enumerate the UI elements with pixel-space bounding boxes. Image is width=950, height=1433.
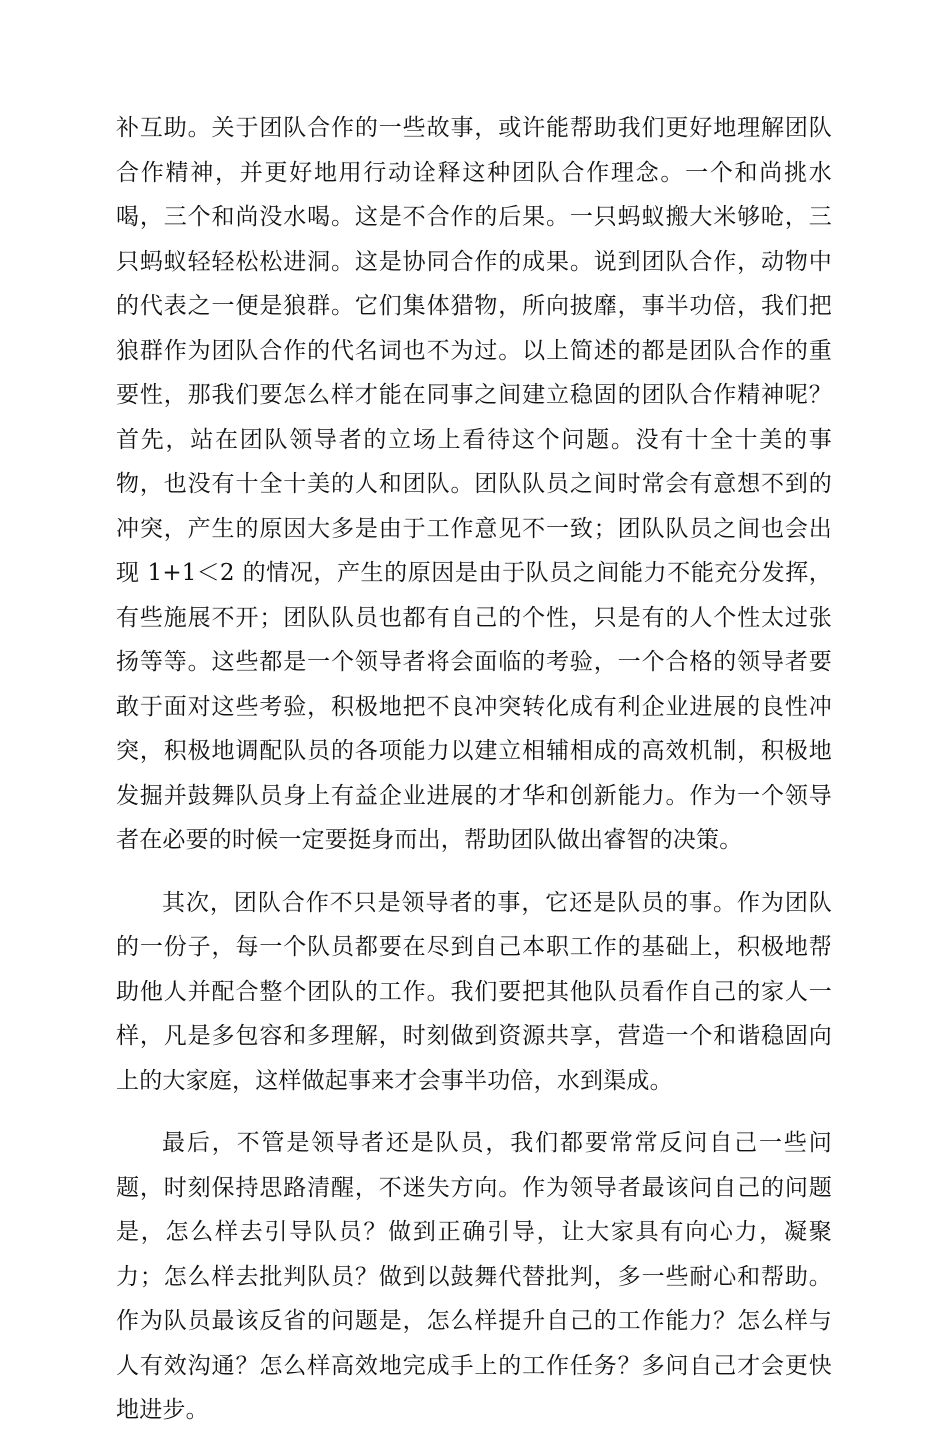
document-body bbox=[116, 106, 832, 1433]
paragraph-continuation: 补互助。关于团队合作的一些故事，或许能帮助我们更好地理解团队合作精神，并更好地用行动诠释这种团队合作理念。一个和尚挑水喝，三个和尚没水喝。这是不合作的后果。一只蚂蚁搬大米够呛，三只蚂蚁轻轻松松进洞。这是协同合作的成果。说到团队合作，动物中的代表之一便是狼群。它们集体猎物，所向披靡，事半功倍，我们把狼群作为团队合作的代名词也不为过。以上简述的都是团队合作的重要性，那我们要怎么样才能在同事之间建立稳固的团队合作精神呢？首先，站在团队领导者的立场上看待这个问题。没有十全十美的事物，也没有十全十美的人和团队。团队队员之间时常会有意想不到的冲突，产生的原因大多是由于工作意见不一致；团队队员之间也会出现 1+1＜2 的情况，产生的原因是由于队员之间能力不能充分发挥，有些施展不开；团队队员也都有自己的个性，只是有的人个性太过张扬等等。这些都是一个领导者将会面临的考验，一个合格的领导者要敢于面对这些考验，积极地把不良冲突转化成有利企业进展的良性冲突，积极地调配队员的各项能力以建立相辅相成的高效机制，积极地发掘并鼓舞队员身上有益企业进展的才华和创新能力。作为一个领导者在必要的时候一定要挺身而出，帮助团队做出睿智的决策。 bbox=[116, 115, 832, 853]
paragraph-secondly: 其次，团队合作不只是领导者的事，它还是队员的事。作为团队的一份子，每一个队员都要在尽到自己本职工作的基础上，积极地帮助他人并配合整个团队的工作。我们要把其他队员看作自己的家人一样，凡是多包容和多理解，时刻做到资源共享，营造一个和谐稳固向上的大家庭，这样做起事来才会事半功倍，水到渠成。 bbox=[116, 889, 832, 1094]
paragraph-finally: 最后，不管是领导者还是队员，我们都要常常反问自己一些问题，时刻保持思路清醒，不迷失方向。作为领导者最该问自己的问题是，怎么样去引导队员？做到正确引导，让大家具有向心力，凝聚力；怎么样去批判队员？做到以鼓舞代替批判，多一些耐心和帮助。作为队员最该反省的问题是，怎么样提升自己的工作能力？怎么样与人有效沟通？怎么样高效地完成手上的工作任务？多问自己才会更快地进步。 bbox=[116, 1130, 832, 1423]
